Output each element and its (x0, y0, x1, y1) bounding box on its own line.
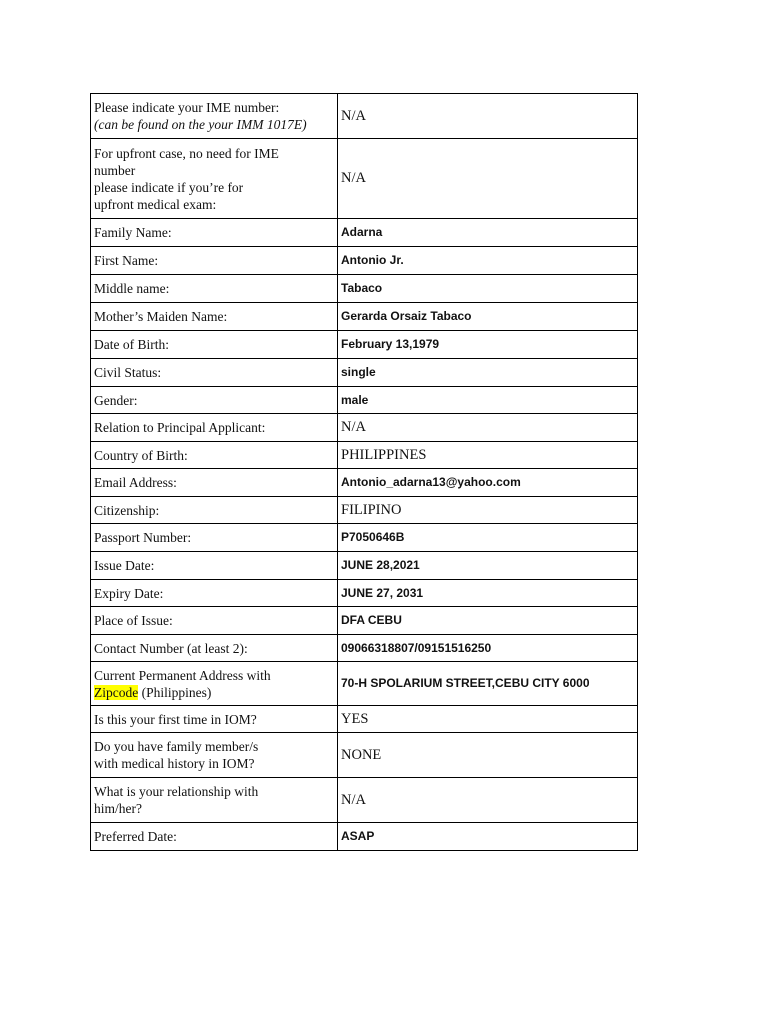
question-citizenship: Citizenship: (91, 497, 338, 524)
question-family-name: Family Name: (91, 219, 338, 247)
table-row (91, 442, 638, 469)
question-preferred-date: Preferred Date: (91, 823, 338, 851)
answer-civil-status: single (338, 359, 638, 387)
question-middle-name: Middle name: (91, 275, 338, 303)
table-row (91, 706, 638, 733)
question-first-name: First Name: (91, 247, 338, 275)
answer-ime-number: N/A (338, 94, 638, 139)
question-contact-number: Contact Number (at least 2): (91, 635, 338, 662)
answer-mothers-maiden-name: Gerarda Orsaiz Tabaco (338, 303, 638, 331)
question-country-of-birth: Country of Birth: (91, 442, 338, 469)
table-row (91, 303, 638, 331)
table-row (91, 823, 638, 851)
question-place-of-issue: Place of Issue: (91, 607, 338, 635)
table-row (91, 387, 638, 414)
answer-issue-date: JUNE 28,2021 (338, 552, 638, 580)
answer-family-name: Adarna (338, 219, 638, 247)
question-civil-status: Civil Status: (91, 359, 338, 387)
table-row (91, 552, 638, 580)
answer-place-of-issue: DFA CEBU (338, 607, 638, 635)
answer-gender: male (338, 387, 638, 414)
answer-email-address: Antonio_adarna13@yahoo.com (338, 469, 638, 497)
question-relationship: What is your relationship with him/her? (91, 778, 338, 823)
answer-permanent-address: 70-H SPOLARIUM STREET,CEBU CITY 6000 (338, 662, 638, 706)
table-row (91, 580, 638, 607)
answer-contact-number: 09066318807/09151516250 (338, 635, 638, 662)
table-row (91, 635, 638, 662)
answer-first-time-iom: YES (338, 706, 638, 733)
question-relation-to-principal: Relation to Principal Applicant: (91, 414, 338, 442)
answer-middle-name: Tabaco (338, 275, 638, 303)
table-row (91, 275, 638, 303)
question-family-medical-history: Do you have family member/s with medical history in IOM? (91, 733, 338, 778)
table-row (91, 469, 638, 497)
table-row (91, 331, 638, 359)
question-upfront-exam: For upfront case, no need for IME number please indicate if you’re for upfront medical exam: (91, 139, 338, 219)
question-expiry-date: Expiry Date: (91, 580, 338, 607)
answer-preferred-date: ASAP (338, 823, 638, 851)
question-ime-number: Please indicate your IME number: (can be found on the your IMM 1017E) (91, 94, 338, 139)
answer-relation-to-principal: N/A (338, 414, 638, 442)
table-row (91, 359, 638, 387)
answer-country-of-birth: PHILIPPINES (338, 442, 638, 469)
question-passport-number: Passport Number: (91, 524, 338, 552)
answer-passport-number: P7050646B (338, 524, 638, 552)
question-mothers-maiden-name: Mother’s Maiden Name: (91, 303, 338, 331)
table-row (91, 778, 638, 823)
question-issue-date: Issue Date: (91, 552, 338, 580)
table-row (91, 94, 638, 139)
table-row (91, 733, 638, 778)
answer-date-of-birth: February 13,1979 (338, 331, 638, 359)
table-row (91, 414, 638, 442)
highlighted-text: Zipcode (94, 684, 139, 700)
answer-family-medical-history: NONE (338, 733, 638, 778)
answer-citizenship: FILIPINO (338, 497, 638, 524)
table-row (91, 139, 638, 219)
table-row (91, 247, 638, 275)
table-row (91, 497, 638, 524)
answer-relationship: N/A (338, 778, 638, 823)
table-row (91, 219, 638, 247)
table-row (91, 607, 638, 635)
answer-expiry-date: JUNE 27, 2031 (338, 580, 638, 607)
table-row (91, 524, 638, 552)
applicant-info-table (90, 93, 638, 851)
question-date-of-birth: Date of Birth: (91, 331, 338, 359)
question-gender: Gender: (91, 387, 338, 414)
question-email-address: Email Address: (91, 469, 338, 497)
question-first-time-iom: Is this your first time in IOM? (91, 706, 338, 733)
answer-first-name: Antonio Jr. (338, 247, 638, 275)
answer-upfront-exam: N/A (338, 139, 638, 219)
question-permanent-address: Current Permanent Address with Zipcode (Philippines) (91, 662, 338, 706)
table-row (91, 662, 638, 706)
